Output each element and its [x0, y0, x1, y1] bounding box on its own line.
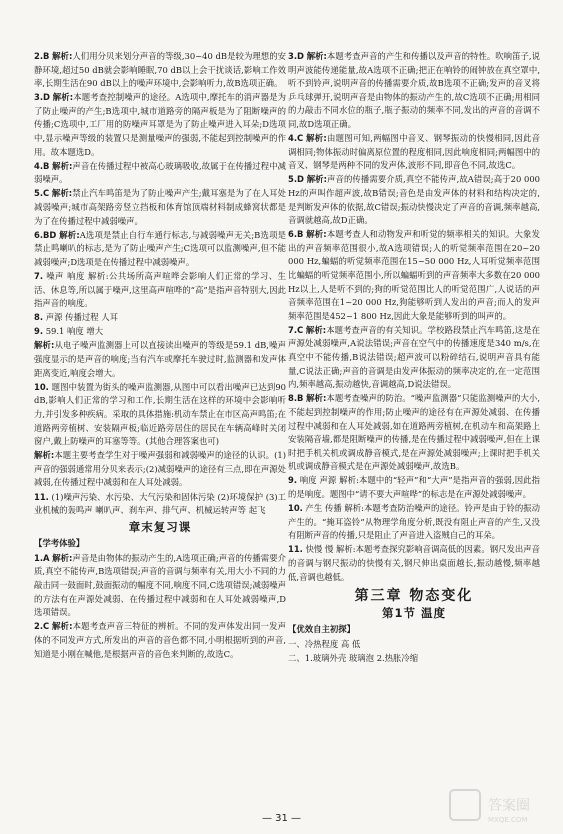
- analysis-label: 解析:: [52, 552, 73, 563]
- answer-item: [34, 187, 286, 228]
- answer-item: [288, 324, 540, 392]
- analysis-label: 解析:: [306, 51, 327, 61]
- section-box-label: 【学考体验】: [34, 538, 85, 549]
- answer-item: [34, 620, 286, 661]
- analysis-label: 解析:: [34, 340, 55, 351]
- svg-text:答案圈: 答案圈: [488, 798, 530, 814]
- lesson-box-label: 【优效自主初探】: [288, 624, 355, 635]
- answer-text: 产生 传播 解析:本题考查防治噪声的途径。铃声是由于铃的振动产生的。“掩耳盗铃”从物理学角度分析,既没有阻止声音的产生,又没有阻断声音的传播,只是阻止了声音进入盗贼自己的耳朵。: [288, 503, 540, 541]
- analysis-label: 解析:: [52, 51, 73, 61]
- answer-item: [34, 311, 286, 325]
- analysis-label: 解析:: [306, 229, 327, 240]
- answer-number: 1.A: [34, 552, 50, 563]
- answer-item: [288, 474, 540, 501]
- answer-text: 本题考查人和动物发声和听觉的频率相关的知识。大象发出的声音频率范围很小,故A选项错误;人的听觉频率范围在20~20 000 Hz,蝙蝠的听觉频率范围在15~50 000 Hz,人耳听觉频率范围比蝙蝠的听觉频率范围小,所以蝙蝠听到的声音频率大多数在20 000 Hz以上,人是听不到的;狗的听觉范围比人的听觉范围广,人说话的声音频率范围在1~20 000 Hz,狗能够听到人发出的声音;而人的发声频率范围是452~1 800 Hz,因此大象是能够听到的叫声的。: [288, 229, 540, 321]
- answer-number: 4.B: [34, 160, 50, 171]
- section-title: 章末复习课: [128, 519, 192, 534]
- answer-text: 人们用分贝来划分声音的等级,30~40 dB是较为理想的安静环境,超过50 dB就会影响睡眠,70 dB以上会干扰谈话,影响工作效率,长期生活在90 dB以上的噪声环境中,会影响听力,故B选项正确。: [34, 51, 287, 89]
- answer-text: 从电子噪声监测器上可以直接读出噪声的等级是59.1 dB,噪声强度显示的是声音的响度;当有汽车或摩托车驶过时,监测器和发声体距离变近,响度会增大。: [34, 340, 286, 378]
- answer-text: 声音在传播过程中被高心玻璃吸收,故属于在传播过程中减弱噪声。: [34, 160, 286, 185]
- lesson-line: 一、冷热程度 高 低: [288, 638, 361, 649]
- answer-number: 7.: [34, 271, 44, 281]
- answer-number: 10.: [288, 503, 303, 514]
- answer-number: 7.C: [288, 324, 304, 335]
- analysis-label: 解析:: [59, 229, 80, 240]
- answer-text: (1)噪声污染、水污染、大气污染和固体污染 (2)环境保护 (3)工业机械的轰鸣声 喇叭声、刹车声、排气声、机械运转声等 起飞: [34, 491, 286, 516]
- answer-text: 响度 声源 解析:本题中的“轻声”和“大声”是指声音的强弱,因此指的是响度。题图中“请不要大声喧哗”的标志是在声源处减弱噪声。: [288, 475, 540, 499]
- answer-number: 8.: [34, 312, 44, 323]
- answer-item: [34, 552, 286, 620]
- answer-item: [288, 502, 540, 543]
- answer-text: 59.1 响度 增大: [45, 326, 104, 337]
- answer-number: 2.B: [34, 51, 50, 61]
- answer-number: 6.BD: [34, 229, 57, 240]
- answer-number: 11.: [34, 491, 49, 502]
- answer-item: [34, 449, 286, 490]
- right-column: [288, 50, 540, 666]
- answer-number: 3.D: [34, 92, 50, 103]
- analysis-label: 解析:: [306, 174, 327, 185]
- lesson-line: 二、1.玻璃外壳 玻璃泡 2.热胀冷缩: [288, 653, 419, 664]
- analysis-label: 解析:: [52, 160, 73, 171]
- analysis-label: 解析:: [34, 450, 55, 461]
- answer-item: [34, 160, 286, 187]
- left-column: [34, 50, 286, 662]
- answer-number: 11.: [288, 544, 303, 555]
- answer-text: 本题考查噪声的防治。“噪声监测器”只能监测噪声的大小,不能起到控制噪声的作用;防止噪声的途径有在声源处减弱、在传播过程中减弱和在人耳处减弱,如在道路两旁植树,在机动车和高架路上安装隔音墙,都是阻断噪声的传播,是在传播过程中减弱噪声,但在上课时把手机关机或调成静音模式,是在声源处减弱噪声;上课时把手机关机或调成静音模式是在声源处减弱噪声,故选B。: [288, 393, 540, 472]
- answer-item: [288, 228, 540, 323]
- answer-text: 本题考查控制噪声的途径。A选项中,摩托车的消声器是为了防止噪声的产生;B选项中,城市道路旁的隔声板是为了阻断噪声的传播;C选项中,工厂用的防噪声耳罩是为了防止噪声进入耳朵;D选项中,显示噪声等级的装置只是测量噪声的强弱,不能起到控制噪声的作用。故本题选D。: [34, 92, 286, 157]
- answer-item: [34, 491, 286, 518]
- page-number: — 31 —: [261, 813, 302, 824]
- answer-text: 本题考查声音三特征的辨析。不同的发声体发出同一发声体的不同发声方式,所发出的声音的音色都不同,小明根据听到的声音,知道是小刚在喊他,是根据声音的音色来判断的,故选C。: [34, 621, 286, 659]
- answer-item: [34, 91, 286, 159]
- analysis-label: 解析:: [52, 92, 74, 103]
- answer-text: 本题主要考查学生对于噪声强弱和减弱噪声的途径的认识。(1)声音的强弱通常用分贝来表示;(2)减弱噪声的途径有三点,即在声源处减弱,在传播过程中减弱和在人耳处减弱。: [34, 450, 286, 488]
- answer-text: 声音是由物体的振动产生的,A选项正确;声音的传播需要介质,真空不能传声,B选项错误;声音的音调与频率有关,用大小不同的力敲击同一鼓面时,鼓面振动的幅度不同,响度不同,C选项错误;减弱噪声的方法有在声源处减弱、在传播过程中减弱和在人耳处减弱噪声,D选项错误。: [34, 552, 286, 618]
- answer-text: 禁止汽车鸣笛是为了防止噪声产生;戴耳塞是为了在人耳处减弱噪声;城市高架路旁竖立挡板和体育馆顶端材料制成蜂窝状都是为了在传播过程中减弱噪声。: [34, 188, 286, 226]
- lesson-title: 第1节 温度: [381, 605, 446, 620]
- svg-text:MXQE.COM: MXQE.COM: [488, 816, 528, 824]
- answer-text: 由题图可知,两幅图中音叉、钢琴振动的快慢相同,因此音调相同;物体振动时偏离原位置的程度相同,因此响度相同;两幅图中的音叉、钢琴是两种不同的发声体,波形不同,即音色不同,故选C。: [288, 133, 540, 171]
- answer-item: [288, 50, 540, 132]
- answer-item: [34, 339, 286, 380]
- analysis-label: 解析:: [305, 324, 327, 335]
- answer-item: [288, 543, 540, 584]
- analysis-label: 解析:: [306, 393, 327, 404]
- answer-number: 4.C: [288, 133, 304, 144]
- analysis-label: 解析:: [51, 188, 73, 199]
- answer-text: 声源 传播过程 人耳: [45, 312, 119, 323]
- answer-number: 3.D: [288, 51, 304, 61]
- answer-text: A选项是禁止自行车通行标志,与减弱噪声无关;B选项是禁止鸣喇叭的标志,是为了防止噪声产生;C选项可以监测噪声,但不能减弱噪声;D选项是在传播过程中减弱噪声。: [34, 229, 286, 267]
- answer-item: [288, 132, 540, 173]
- answer-text: 快慢 慢 解析:本题考查探究影响音调高低的因素。钢尺发出声音的音调与钢尺振动的快慢有关,钢尺伸出桌面越长,振动越慢,频率越低,音调也越低。: [288, 544, 540, 582]
- watermark-logo: [448, 786, 554, 826]
- answer-text: 本题考查声音的有关知识。学校路段禁止汽车鸣笛,这是在声源处减弱噪声,A说法错误;声音在空气中的传播速度是340 m/s,在真空中不能传播,B说法错误;超声波可以粉碎结石,说明声音具有能量,C说法正确;声音的音调是由发声体振动的频率决定的,在一定范围内,频率越高,振动越快,音调越高,D说法错误。: [288, 324, 540, 390]
- answer-item: [34, 381, 286, 449]
- answer-item: [34, 50, 286, 91]
- answer-number: 9.: [288, 475, 298, 486]
- answer-item: [34, 325, 286, 339]
- answer-item: [288, 392, 540, 474]
- chapter-title: 第三章 物态变化: [354, 588, 474, 605]
- analysis-label: 解析:: [306, 133, 327, 144]
- answer-number: 5.D: [288, 174, 304, 185]
- answer-text: 本题考查声音的产生和传播以及声音的特性。吹响笛子,说明声波能传递能量,故A选项不正确;把正在响铃的闹钟放在真空罩中,听不到铃声,说明声音的传播需要介质,故B选项不正确;发声的音叉将乒乓球弹开,说明声音是由物体的振动产生的,故C选项不正确;用相同的力敲击不同水位的瓶子,瓶子振动的频率不同,发出的声音的音调不同,故D选项正确。: [288, 51, 540, 129]
- answer-number: 6.B: [288, 229, 304, 240]
- answer-number: 5.C: [34, 188, 50, 199]
- answer-item: [288, 173, 540, 227]
- answer-number: 10.: [34, 381, 49, 392]
- answer-item: [34, 270, 286, 311]
- answer-item: [34, 229, 286, 270]
- analysis-label: 解析:: [52, 621, 73, 632]
- answer-number: 9.: [34, 326, 44, 337]
- answer-number: 8.B: [288, 393, 304, 404]
- answer-text: 题图中装置为街头的噪声监测器,从图中可以看出噪声已达到90 dB,影响人们正常的学习和工作,长期生活在这样的环境中会影响听力,并引发多种疾病。采取的具体措施:机动车禁止在市区高声鸣笛;在道路两旁植树、安装隔声板;临近路旁居住的居民在车辆高峰时关闭窗户,戴上防噪声的耳塞等等。(其他合理答案也可): [34, 381, 286, 447]
- answer-text: 声音的传播需要介质,真空不能传声,故A错误;高于20 000 Hz的声叫作超声波,故B错误;音色是由发声体的材料和结构决定的,是判断发声体的依据,故C错误;振动快慢决定了声音的音调,频率越高,音调就越高,故D正确。: [288, 174, 540, 226]
- answer-number: 2.C: [34, 621, 50, 632]
- answer-text: 噪声 响度 解析:公共场所高声喧哗会影响人们正常的学习、生活、休息等,所以属于噪声,这里高声喧哗的“高”是指声音特别大,因此指声音的响度。: [34, 271, 286, 309]
